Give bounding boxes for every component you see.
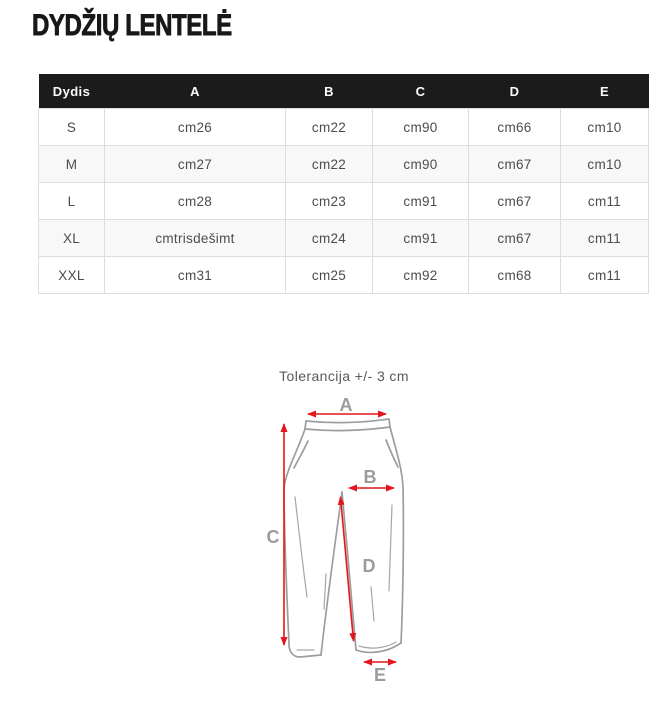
left-pocket-line bbox=[294, 441, 308, 468]
pants-diagram bbox=[250, 390, 460, 692]
table-cell: cm27 bbox=[105, 146, 286, 183]
table-cell: cm66 bbox=[469, 109, 561, 146]
left-inner-seam bbox=[321, 492, 342, 655]
table-cell: cm11 bbox=[561, 257, 649, 294]
table-cell: cm31 bbox=[105, 257, 286, 294]
table-row bbox=[39, 183, 649, 220]
table-row bbox=[39, 220, 649, 257]
table-cell: cm22 bbox=[286, 146, 373, 183]
size-label: XXL bbox=[39, 257, 105, 294]
table-cell: cm90 bbox=[373, 109, 469, 146]
column-header-b: B bbox=[286, 74, 373, 109]
table-cell: cm91 bbox=[373, 220, 469, 257]
table-cell: cm67 bbox=[469, 146, 561, 183]
right-hem-accent bbox=[359, 642, 396, 648]
right-inner-seam bbox=[342, 492, 356, 650]
column-header-d: D bbox=[469, 74, 561, 109]
size-label: XL bbox=[39, 220, 105, 257]
table-cell: cm10 bbox=[561, 146, 649, 183]
table-cell: cm10 bbox=[561, 109, 649, 146]
pants-crease-lines bbox=[295, 497, 396, 650]
dim-arrow-d bbox=[341, 497, 354, 641]
left-outer-seam bbox=[284, 429, 305, 644]
left-short-crease bbox=[324, 574, 326, 609]
table-cell: cm22 bbox=[286, 109, 373, 146]
column-header-a: A bbox=[105, 74, 286, 109]
table-cell: cm90 bbox=[373, 146, 469, 183]
left-crease bbox=[295, 497, 307, 597]
column-header-dydis: Dydis bbox=[39, 74, 105, 109]
table-cell: cm26 bbox=[105, 109, 286, 146]
table-cell: cmtrisdešimt bbox=[105, 220, 286, 257]
size-label: M bbox=[39, 146, 105, 183]
table-cell: cm11 bbox=[561, 183, 649, 220]
size-label: L bbox=[39, 183, 105, 220]
dim-label-b: B bbox=[363, 467, 377, 487]
table-header-row bbox=[39, 74, 649, 109]
dim-label-c: C bbox=[266, 527, 280, 547]
size-table bbox=[38, 74, 649, 294]
measurement-arrows bbox=[284, 414, 396, 662]
tolerance-note: Tolerancija +/- 3 cm bbox=[279, 368, 409, 384]
table-row bbox=[39, 257, 649, 294]
table-cell: cm24 bbox=[286, 220, 373, 257]
table-cell: cm11 bbox=[561, 220, 649, 257]
table-cell: cm91 bbox=[373, 183, 469, 220]
table-row bbox=[39, 109, 649, 146]
dim-label-d: D bbox=[362, 556, 376, 576]
table-cell: cm28 bbox=[105, 183, 286, 220]
page-title: DYDŽIŲ LENTELĖ bbox=[32, 9, 232, 42]
table-cell: cm67 bbox=[469, 183, 561, 220]
right-short-crease bbox=[371, 587, 374, 621]
table-cell: cm67 bbox=[469, 220, 561, 257]
table-cell: cm25 bbox=[286, 257, 373, 294]
column-header-e: E bbox=[561, 74, 649, 109]
table-cell: cm23 bbox=[286, 183, 373, 220]
right-outer-seam bbox=[390, 427, 403, 643]
table-cell: cm92 bbox=[373, 257, 469, 294]
waistband bbox=[305, 419, 390, 431]
size-label: S bbox=[39, 109, 105, 146]
right-crease bbox=[389, 505, 392, 591]
table-row bbox=[39, 146, 649, 183]
column-header-c: C bbox=[373, 74, 469, 109]
dim-label-e: E bbox=[373, 665, 387, 685]
dim-label-a: A bbox=[339, 395, 353, 415]
table-cell: cm68 bbox=[469, 257, 561, 294]
